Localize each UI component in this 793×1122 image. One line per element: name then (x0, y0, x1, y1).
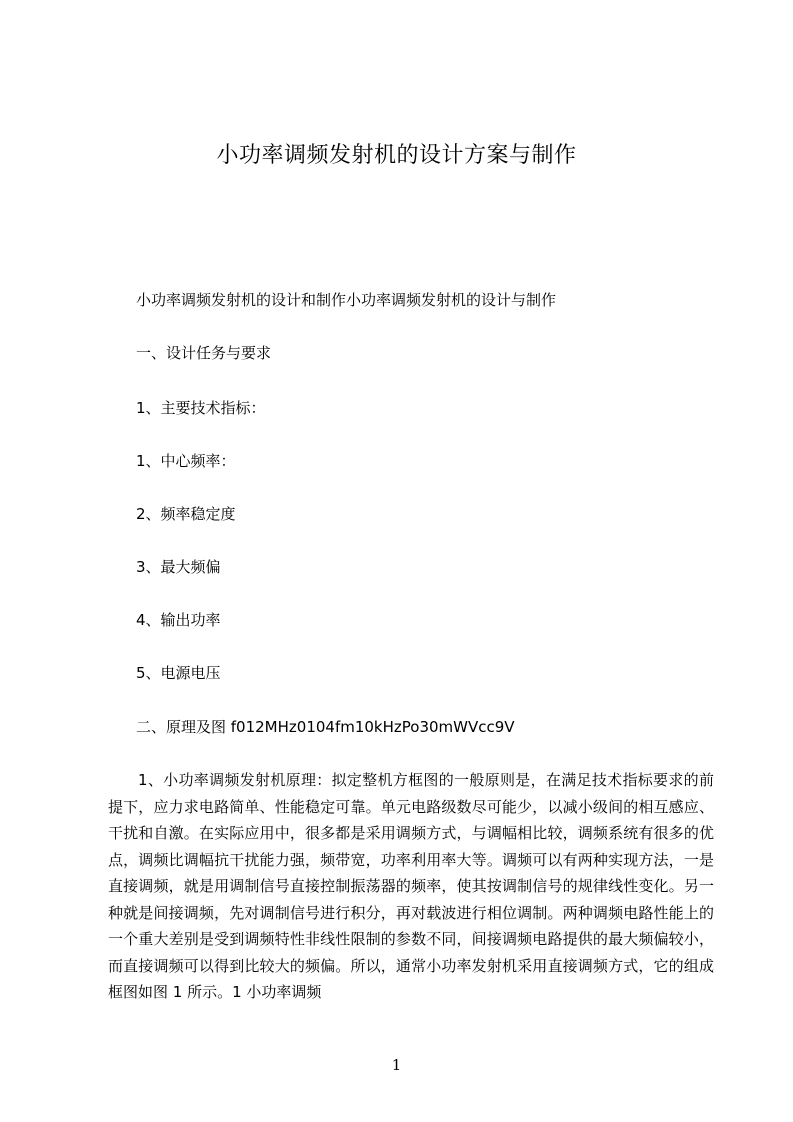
spec-item-supply-voltage: 5、电源电压 (136, 664, 221, 682)
section-heading-principle: 二、原理及图 f012MHz0104fm10kHzPo30mWVcc9V (136, 718, 515, 736)
spec-item-output-power: 4、输出功率 (136, 611, 221, 629)
spec-heading: 1、主要技术指标： (136, 399, 266, 417)
document-title: 小功率调频发射机的设计方案与制作 (216, 143, 577, 168)
page-number: 1 (391, 1056, 402, 1074)
body-paragraph: 1、小功率调频发射机原理：拟定整机方框图的一般原则是，在满足技术指标要求的前提下，应力求电路简单、性能稳定可靠。单元电路级数尽可能少，以减小级间的相互感应、干扰和自激。在实际应用中，很多都是采用调频方式，与调幅相比较，调频系统有很多的优点，调频比调幅抗干扰能力强，频带宽，功率利用率大等。调频可以有两种实现方法，一是直接调频，就是用调制信号直接控制振荡器的频率，使其按调制信号的规律线性变化。另一种就是间接调频，先对调制信号进行积分，再对载波进行相位调制。两种调频电路性能上的一个重大差别是受到调频特性非线性限制的参数不同，间接调频电路提供的最大频偏较小，而直接调频可以得到比较大的频偏。所以，通常小功率发射机采用直接调频方式，它的组成框图如图 1 所示。1 小功率调频 (108, 771, 714, 1001)
document-subtitle: 小功率调频发射机的设计和制作小功率调频发射机的设计与制作 (136, 291, 557, 309)
section-heading-requirements: 一、设计任务与要求 (136, 344, 272, 362)
spec-item-center-frequency: 1、中心频率： (136, 452, 236, 470)
spec-item-max-deviation: 3、最大频偏 (136, 558, 221, 576)
spec-item-frequency-stability: 2、频率稳定度 (136, 505, 236, 523)
